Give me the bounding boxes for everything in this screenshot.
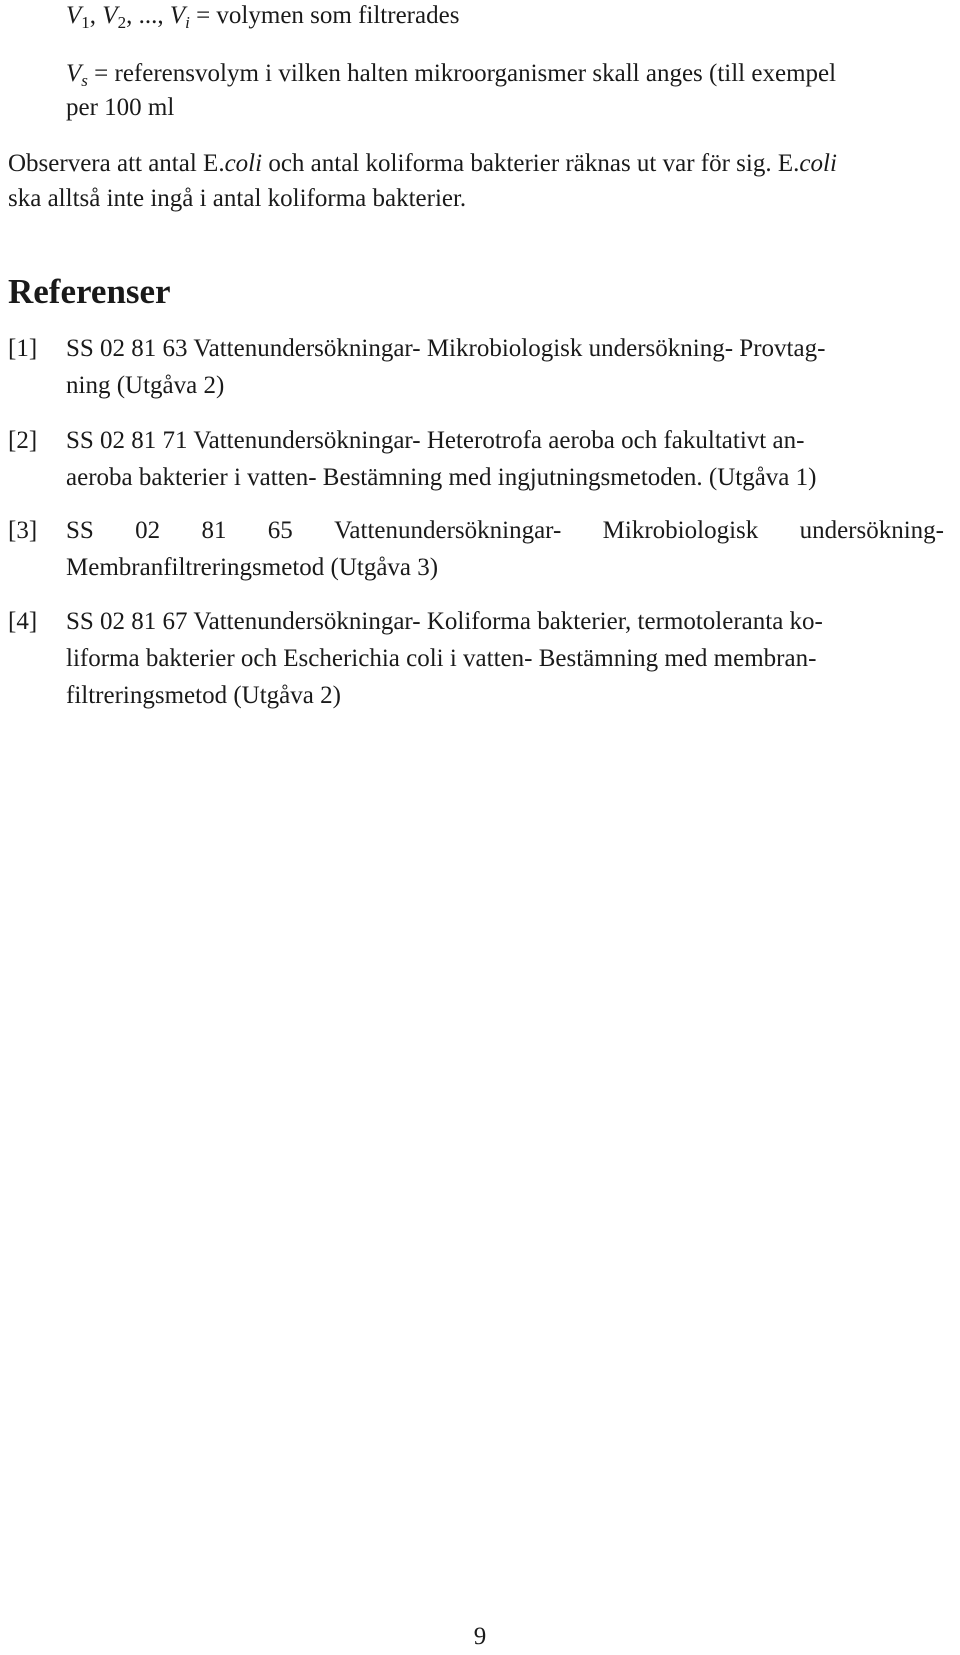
reference-2-line-1: SS 02 81 71 Vattenundersökningar- Heterotrofa aeroba och fakultativt an- xyxy=(66,427,805,454)
reference-number-1: [1] xyxy=(8,335,38,362)
reference-1-line-2: ning (Utgåva 2) xyxy=(66,372,225,399)
vs-subscript: s xyxy=(81,71,88,90)
definition-vs xyxy=(66,55,836,92)
reference-1 xyxy=(66,330,944,404)
reference-3-word: 81 xyxy=(201,517,227,544)
v2-subscript: 2 xyxy=(117,13,127,32)
reference-3-word: 65 xyxy=(267,517,293,544)
ecoli-prefix: E. xyxy=(203,150,225,177)
reference-4-line-3: filtreringsmetod (Utgåva 2) xyxy=(66,682,341,709)
reference-3-word: SS xyxy=(66,517,94,544)
section-title-referenser: Referenser xyxy=(8,272,171,311)
note-line-1 xyxy=(8,145,837,182)
vs-definition-text-line1: = referensvolym i vilken halten mikroorganismer skall anges (till exempel xyxy=(87,60,837,87)
v2-symbol: V xyxy=(102,2,118,29)
reference-4-line-1: SS 02 81 67 Vattenundersökningar- Koliforma bakterier, termotoleranta ko- xyxy=(66,608,823,635)
vi-subscript: i xyxy=(185,13,190,32)
v1-subscript: 1 xyxy=(81,13,90,32)
ecoli-species-2: coli xyxy=(799,150,837,177)
reference-4-line-2: liforma bakterier och Escherichia coli i vatten- Bestämning med membran- xyxy=(66,645,817,672)
reference-number-3: [3] xyxy=(8,517,38,544)
vi-symbol: V xyxy=(169,2,186,29)
reference-4 xyxy=(66,603,944,714)
v-list-separator-1: , xyxy=(89,2,103,29)
ecoli-prefix-2: E. xyxy=(777,150,800,177)
reference-3-word: Mikrobiologisk xyxy=(602,517,759,544)
reference-2-line-2: aeroba bakterier i vatten- Bestämning med ingjutningsmetoden. (Utgåva 1) xyxy=(66,464,817,491)
reference-number-2: [2] xyxy=(8,427,38,454)
note-line-2: ska alltså inte ingå i antal koliforma bakterier. xyxy=(8,185,467,212)
v1-symbol: V xyxy=(66,2,82,29)
reference-3-line-2: Membranfiltreringsmetod (Utgåva 3) xyxy=(66,554,439,581)
reference-3-word: undersökning- xyxy=(799,517,944,544)
reference-2 xyxy=(66,422,944,496)
note-text-b: och antal koliforma bakterier räknas ut var för sig. xyxy=(262,150,778,177)
reference-number-4: [4] xyxy=(8,608,38,635)
vs-definition-text-line2: per 100 ml xyxy=(66,94,175,121)
reference-3-line-1 xyxy=(66,512,944,549)
reference-3-word: Vattenundersökningar- xyxy=(334,517,562,544)
v-list-definition-text: = volymen som filtrerades xyxy=(189,2,460,29)
note-text-a: Observera att antal xyxy=(8,150,204,177)
page-number: 9 xyxy=(473,1623,487,1650)
definition-v-list xyxy=(66,0,459,34)
reference-3 xyxy=(66,512,944,586)
ecoli-species: coli xyxy=(224,150,263,177)
v-list-separator-2: , ..., xyxy=(126,2,170,29)
vs-symbol: V xyxy=(66,60,82,87)
reference-1-line-1: SS 02 81 63 Vattenundersökningar- Mikrobiologisk undersökning- Provtag- xyxy=(66,335,826,362)
reference-3-word: 02 xyxy=(135,517,161,544)
